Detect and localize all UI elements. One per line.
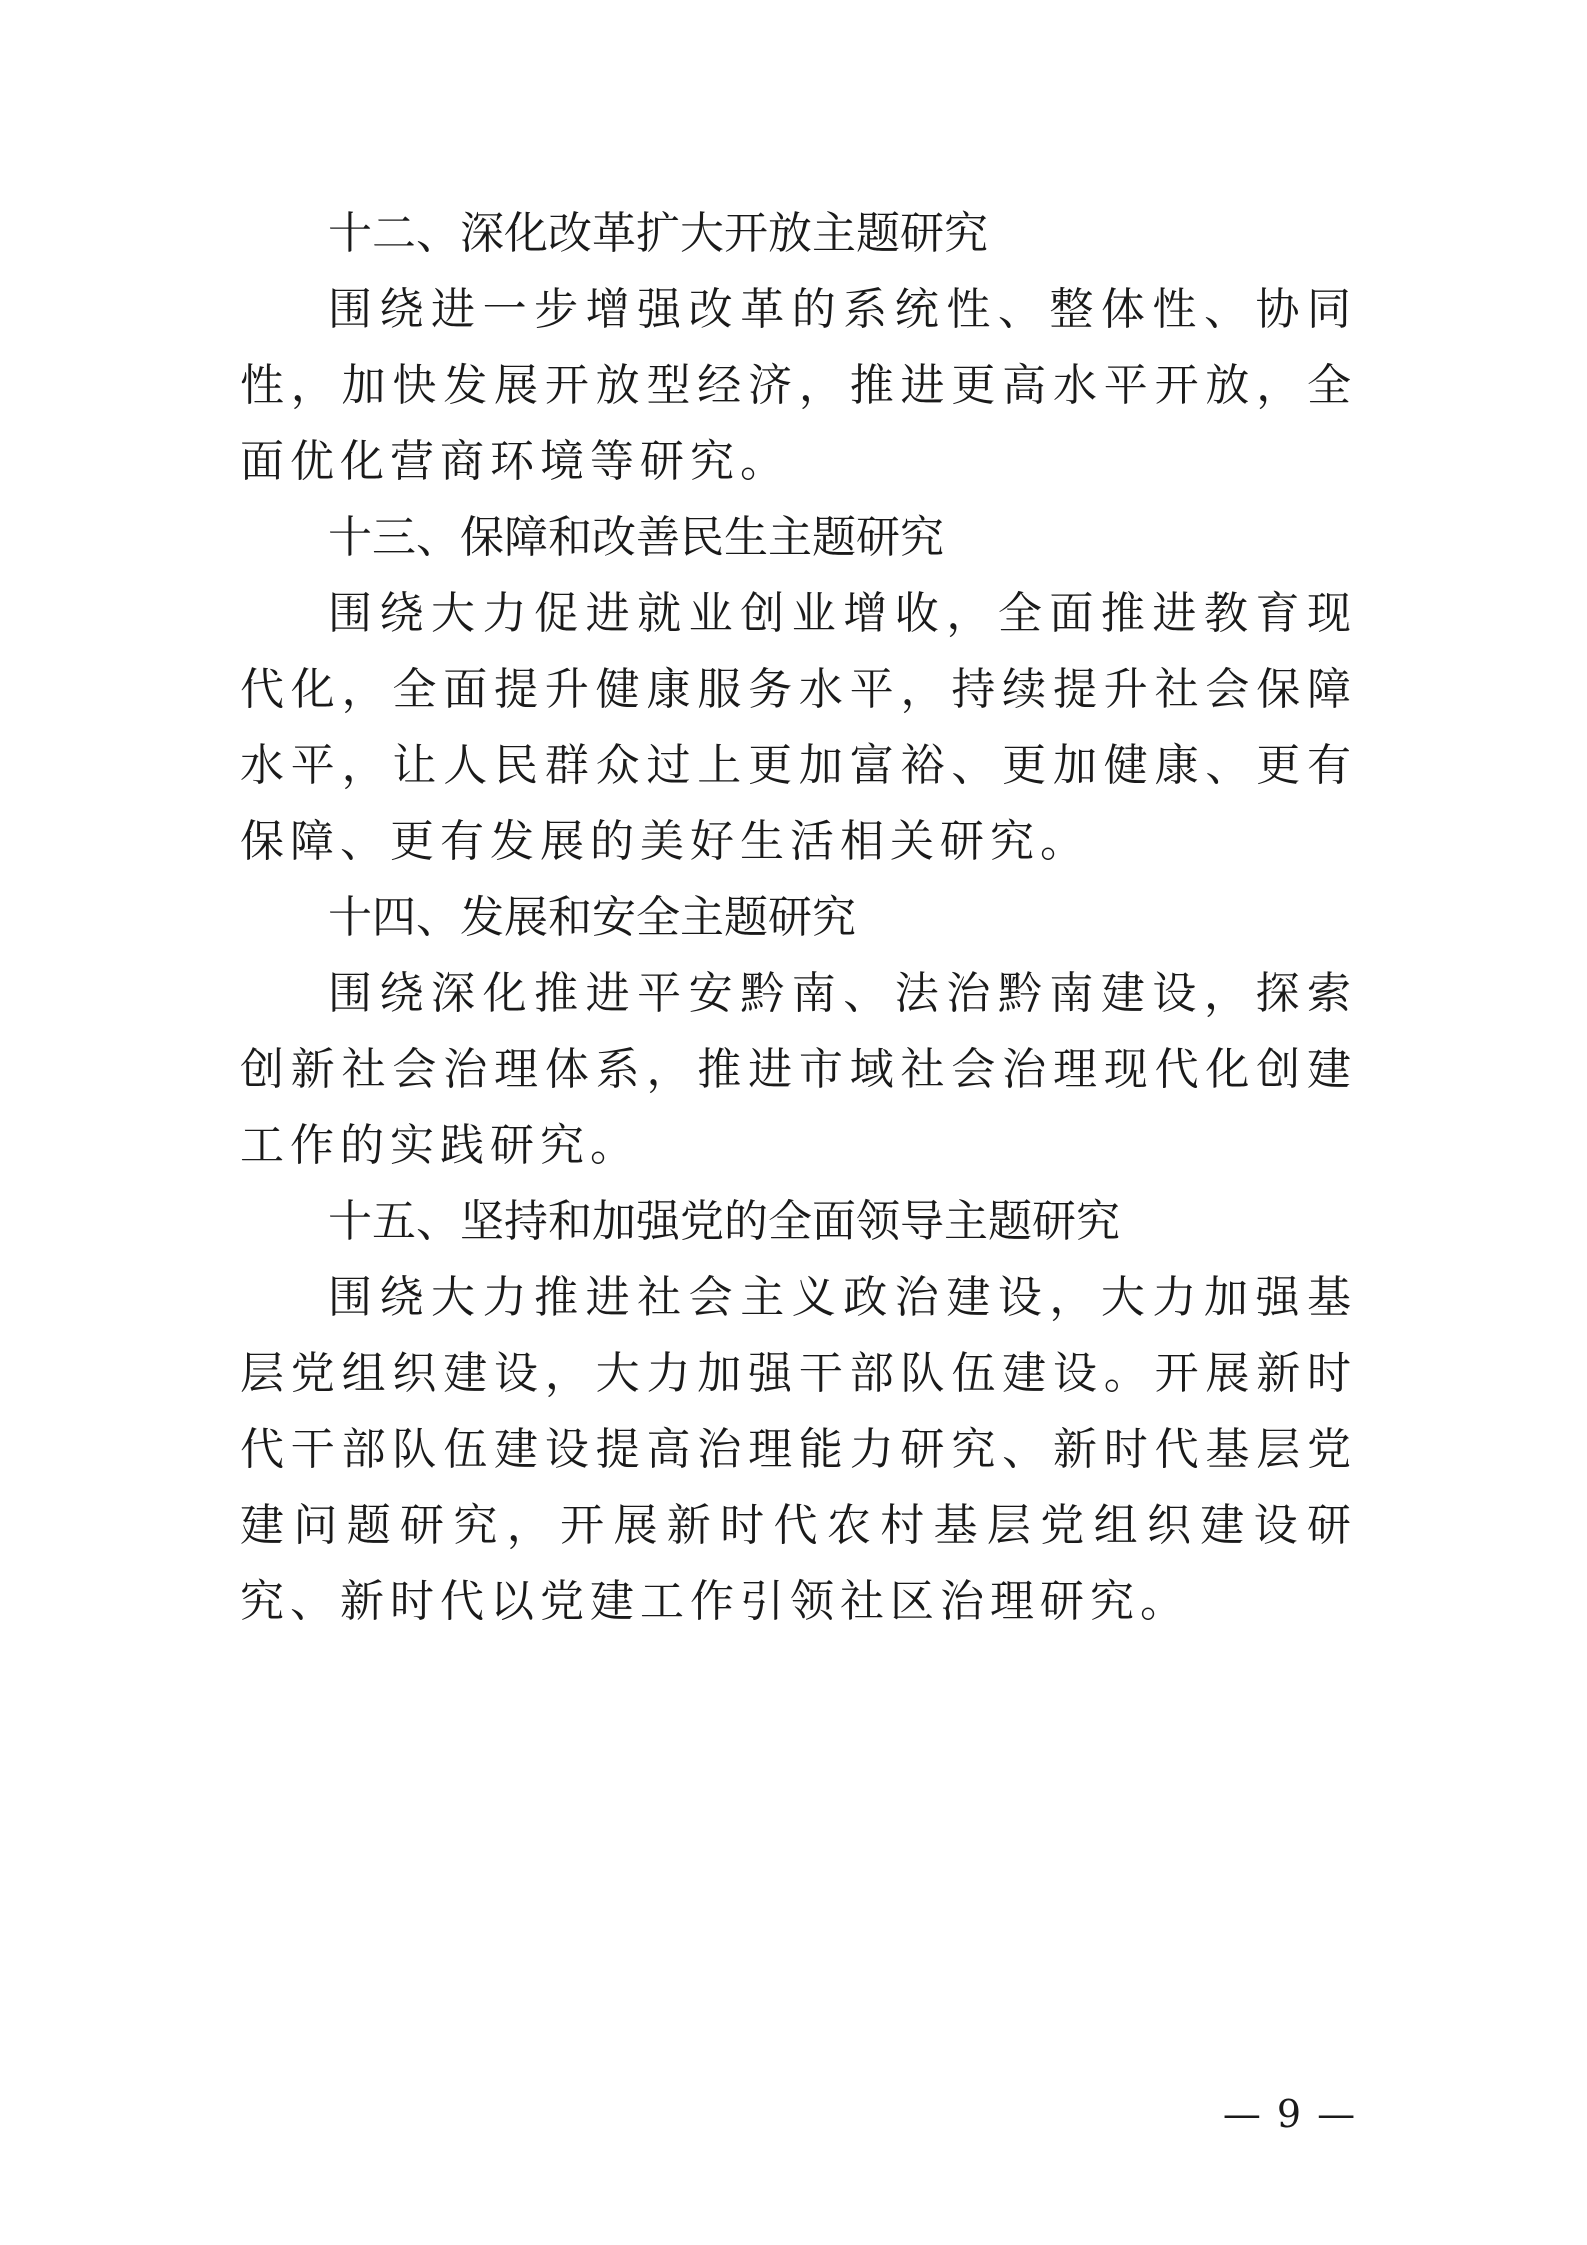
section-body-13: 围绕大力促进就业创业增收，全面推进教育现代化，全面提升健康服务水平，持续提升社会保障水平，让人民群众过上更加富裕、更加健康、更有保障、更有发展的美好生活相关研究。 xyxy=(240,588,1357,867)
section-heading-13: 十三、保障和改善民生主题研究 xyxy=(328,512,944,563)
section-heading-12: 十二、深化改革扩大开放主题研究 xyxy=(328,208,988,259)
section-body-14: 围绕深化推进平安黔南、法治黔南建设，探索创新社会治理体系，推进市域社会治理现代化创建工作的实践研究。 xyxy=(240,968,1357,1171)
document-body xyxy=(240,196,1357,1640)
section-body-15: 围绕大力推进社会主义政治建设，大力加强基层党组织建设，大力加强干部队伍建设。开展新时代干部队伍建设提高治理能力研究、新时代基层党建问题研究，开展新时代农村基层党组织建设研究、新时代以党建工作引领社区治理研究。 xyxy=(240,1272,1357,1627)
section-heading-15: 十五、坚持和加强党的全面领导主题研究 xyxy=(328,1196,1120,1247)
section-body-12: 围绕进一步增强改革的系统性、整体性、协同性，加快发展开放型经济，推进更高水平开放，全面优化营商环境等研究。 xyxy=(240,284,1357,487)
section-heading-14: 十四、发展和安全主题研究 xyxy=(328,892,856,943)
page-number: — 9 — xyxy=(1222,2092,1358,2136)
